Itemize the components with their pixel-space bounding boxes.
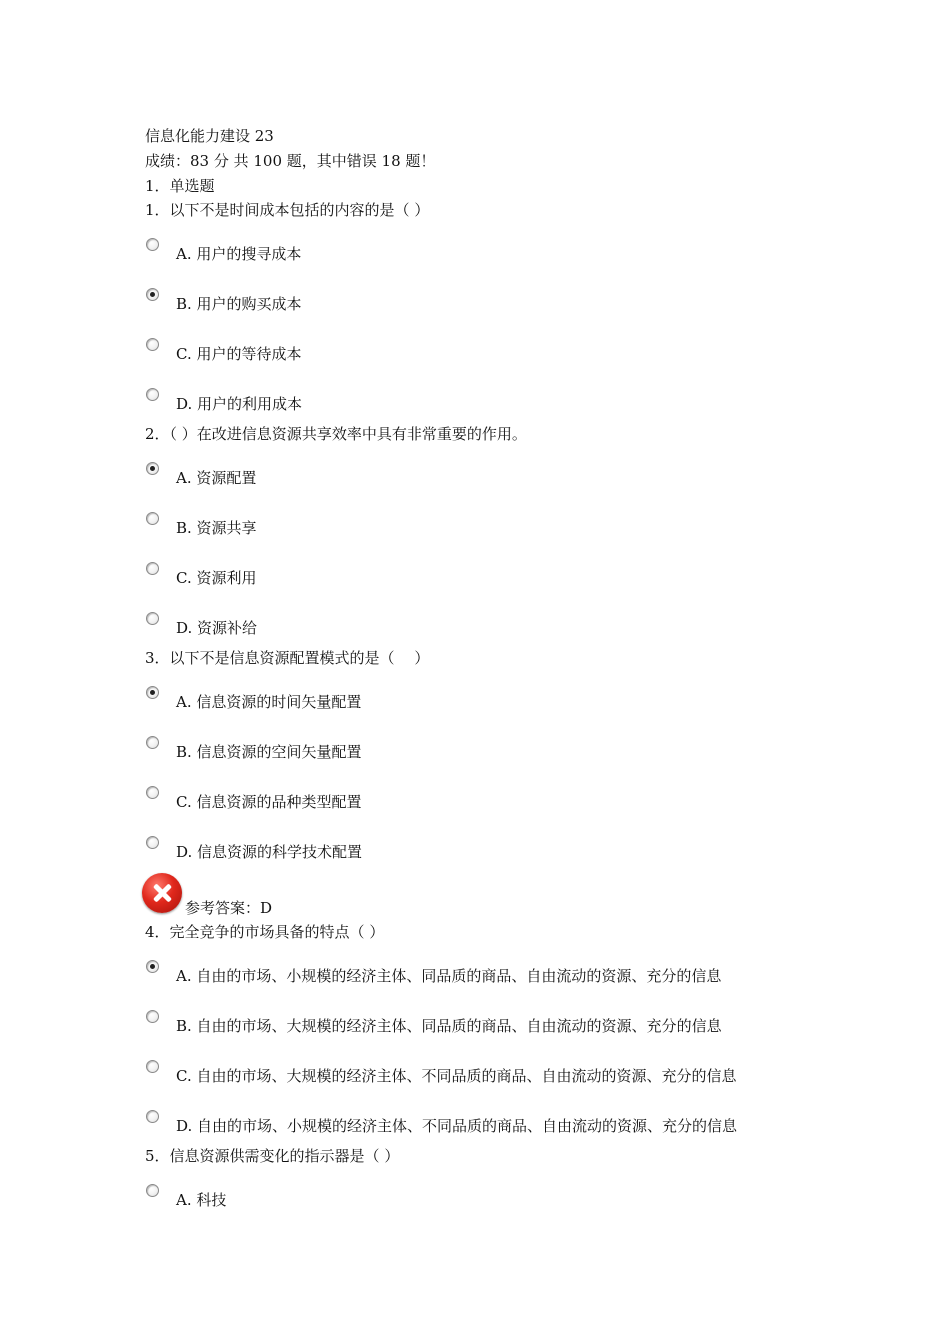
radio-button[interactable] <box>146 338 159 351</box>
option-label: B. 自由的市场、大规模的经济主体、同品质的商品、自由流动的资源、充分的信息 <box>176 1017 722 1035</box>
reference-answer: 参考答案：D <box>185 899 273 917</box>
radio-button[interactable] <box>146 288 159 301</box>
radio-button[interactable] <box>146 686 159 699</box>
radio-dot-icon <box>150 292 155 297</box>
question-stem: 4．完全竞争的市场具备的特点（ ） <box>145 923 385 941</box>
radio-button[interactable] <box>146 612 159 625</box>
option-row[interactable] <box>145 462 845 502</box>
option-label: B. 信息资源的空间矢量配置 <box>176 743 362 761</box>
question-stem: 3．以下不是信息资源配置模式的是（ ） <box>145 649 430 667</box>
option-label: C. 自由的市场、大规模的经济主体、不同品质的商品、自由流动的资源、充分的信息 <box>176 1067 737 1085</box>
option-label: A. 科技 <box>176 1191 227 1209</box>
option-row[interactable] <box>145 1184 845 1224</box>
question-stem: 5．信息资源供需变化的指示器是（ ） <box>145 1147 400 1165</box>
radio-button[interactable] <box>146 388 159 401</box>
option-label: A. 用户的搜寻成本 <box>176 245 302 263</box>
option-row[interactable] <box>145 1010 845 1050</box>
radio-dot-icon <box>150 690 155 695</box>
radio-button[interactable] <box>146 1060 159 1073</box>
radio-button[interactable] <box>146 1110 159 1123</box>
wrong-answer-marker <box>142 873 184 915</box>
option-label: C. 信息资源的品种类型配置 <box>176 793 362 811</box>
option-label: D. 用户的利用成本 <box>176 395 303 413</box>
option-label: D. 自由的市场、小规模的经济主体、不同品质的商品、自由流动的资源、充分的信息 <box>176 1117 738 1135</box>
option-row[interactable] <box>145 960 845 1000</box>
option-row[interactable] <box>145 736 845 776</box>
wrong-icon <box>142 873 182 913</box>
question-stem: 2．（ ）在改进信息资源共享效率中具有非常重要的作用。 <box>145 425 527 443</box>
option-row[interactable] <box>145 288 845 328</box>
option-label: A. 信息资源的时间矢量配置 <box>176 693 362 711</box>
radio-button[interactable] <box>146 1010 159 1023</box>
radio-button[interactable] <box>146 836 159 849</box>
option-row[interactable] <box>145 836 845 876</box>
radio-button[interactable] <box>146 562 159 575</box>
radio-button[interactable] <box>146 786 159 799</box>
option-row[interactable] <box>145 338 845 378</box>
option-row[interactable] <box>145 512 845 552</box>
option-row[interactable] <box>145 1060 845 1100</box>
radio-button[interactable] <box>146 238 159 251</box>
radio-button[interactable] <box>146 736 159 749</box>
option-row[interactable] <box>145 1110 845 1150</box>
option-label: C. 用户的等待成本 <box>176 345 302 363</box>
option-row[interactable] <box>145 686 845 726</box>
option-row[interactable] <box>145 388 845 428</box>
radio-button[interactable] <box>146 512 159 525</box>
radio-button[interactable] <box>146 960 159 973</box>
option-label: A. 资源配置 <box>176 469 257 487</box>
option-label: A. 自由的市场、小规模的经济主体、同品质的商品、自由流动的资源、充分的信息 <box>176 967 722 985</box>
radio-button[interactable] <box>146 1184 159 1197</box>
option-label: B. 资源共享 <box>176 519 257 537</box>
option-row[interactable] <box>145 786 845 826</box>
radio-dot-icon <box>150 466 155 471</box>
score-summary: 成绩：83 分 共 100 题，其中错误 18 题！ <box>145 152 436 170</box>
question-stem: 1．以下不是时间成本包括的内容的是（ ） <box>145 201 430 219</box>
radio-dot-icon <box>150 964 155 969</box>
option-row[interactable] <box>145 562 845 602</box>
page-title: 信息化能力建设 23 <box>145 127 274 145</box>
option-label: C. 资源利用 <box>176 569 257 587</box>
section-title: 1．单选题 <box>145 177 215 195</box>
option-row[interactable] <box>145 238 845 278</box>
radio-button[interactable] <box>146 462 159 475</box>
option-label: B. 用户的购买成本 <box>176 295 302 313</box>
option-label: D. 信息资源的科学技术配置 <box>176 843 363 861</box>
option-label: D. 资源补给 <box>176 619 258 637</box>
option-row[interactable] <box>145 612 845 652</box>
